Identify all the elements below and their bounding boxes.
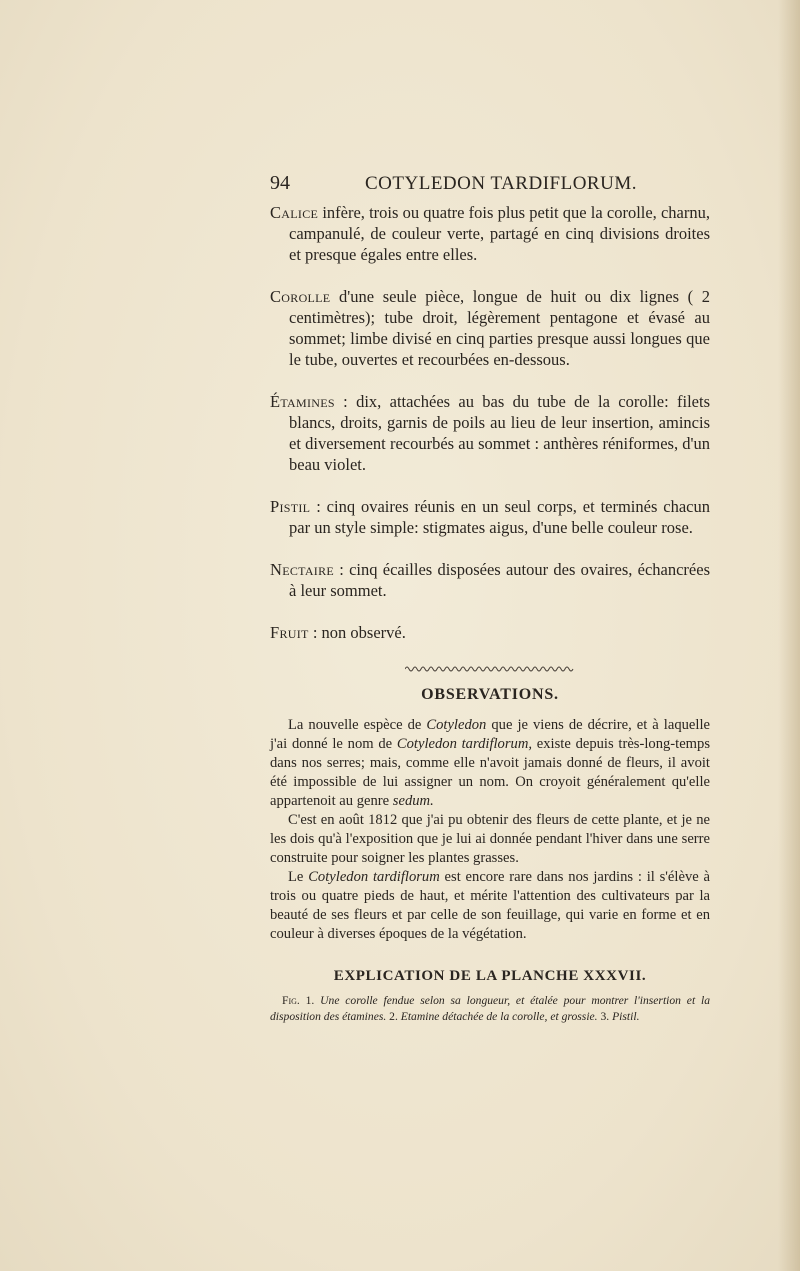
text-etamines: : dix, attachées au bas du tube de la corolle: filets blancs, droits, garnis de poils au lieu de leur insertion, amincis et diversement recourbés au sommet : anthères réniformes, d'un beau violet. <box>289 392 710 474</box>
text-calice: infère, trois ou quatre fois plus petit que la corolle, charnu, campanulé, de couleur verte, partagé en cinq divisions droites et presque égales entre elles. <box>289 203 710 264</box>
observation-paragraph-3 <box>270 868 710 944</box>
obs3-text-a: Le <box>288 869 309 885</box>
running-title: COTYLEDON TARDIFLORUM. <box>365 173 637 194</box>
running-header <box>270 172 710 202</box>
obs1-italic-sedum: sedum. <box>392 793 434 809</box>
description-etamines <box>270 391 710 475</box>
obs1-italic-genus: Cotyledon <box>426 717 487 733</box>
obs3-text-b: est encore rare dans nos jardins : il s'élève à trois ou quatre pieds de haut, et mérite l'attention des cultivateurs par la beauté de ses fleurs et par celle de son feuillage, qui varie en forme et en couleur à diverses époques de la végétation. <box>270 869 710 942</box>
fig-number-2: 2. <box>389 1010 398 1023</box>
obs1-text-b: que je viens de décrire, et à laquelle j'ai donné le nom de <box>270 717 710 752</box>
page-content <box>270 172 710 1025</box>
observation-paragraph-2: C'est en août 1812 que j'ai pu obtenir des fleurs de cette plante, et je ne les dois qu'à l'exposition que je lui ai donnée pendant l'hiver dans une serre construite pour soigner les plantes grasses. <box>270 812 710 866</box>
obs1-text-a: La nouvelle espèce de <box>288 717 427 733</box>
fig-number-1: 1. <box>305 994 315 1007</box>
fig-text-1: Une corolle fendue selon sa longueur, et étalée pour montrer l'insertion et la disposition des étamines. <box>270 994 711 1023</box>
description-nectaire <box>270 559 710 601</box>
fig-text-3: Pistil. <box>609 1010 640 1023</box>
obs3-italic-species: Cotyledon tardiflorum <box>308 869 440 885</box>
explication-heading: EXPLICATION DE LA PLANCHE XXXVII. <box>333 968 647 984</box>
fig-text-2: Etamine détachée de la corolle, et grossie. <box>397 1010 601 1023</box>
term-etamines: Étamines <box>270 392 335 411</box>
obs1-italic-species: Cotyledon tardiflorum, <box>396 736 533 752</box>
description-fruit <box>270 622 710 643</box>
description-pistil <box>270 496 710 538</box>
observations-heading: OBSERVATIONS. <box>421 686 559 703</box>
figure-caption <box>270 993 710 1025</box>
obs1-text-c: existe depuis très-long-temps dans nos serres; mais, comme elle n'avoit jamais donné de fleurs, il avoit été impossible de lui assigner un nom. On croyoit généralement qu'elle appartenoit au genre <box>270 736 711 809</box>
fig-label: Fig. <box>282 994 300 1007</box>
fig-number-3: 3. <box>600 1010 610 1023</box>
term-corolle: Corolle <box>270 287 331 306</box>
text-corolle: d'une seule pièce, longue de huit ou dix lignes ( 2 centimètres); tube droit, légèrement pentagone et évasé au sommet; limbe divisé en cinq parties presque aussi longues que le tube, ouvertes et recourbées en-dessous. <box>289 287 710 369</box>
term-nectaire: Nectaire <box>270 560 335 579</box>
term-calice: Calice <box>270 203 319 222</box>
observation-paragraph-1 <box>270 716 710 811</box>
description-calice <box>270 202 710 265</box>
page-edge-shadow <box>778 0 800 1271</box>
text-pistil: : cinq ovaires réunis en un seul corps, et terminés chacun par un style simple: stigmates aigus, d'une belle couleur rose. <box>289 497 710 537</box>
page-number: 94 <box>270 172 290 194</box>
text-fruit: : non observé. <box>308 623 406 642</box>
text-nectaire: : cinq écailles disposées autour des ovaires, échancrées à leur sommet. <box>289 560 710 600</box>
description-corolle <box>270 286 710 370</box>
term-fruit: Fruit <box>270 623 309 642</box>
term-pistil: Pistil <box>270 497 311 516</box>
wave-ornament-divider <box>405 664 575 674</box>
